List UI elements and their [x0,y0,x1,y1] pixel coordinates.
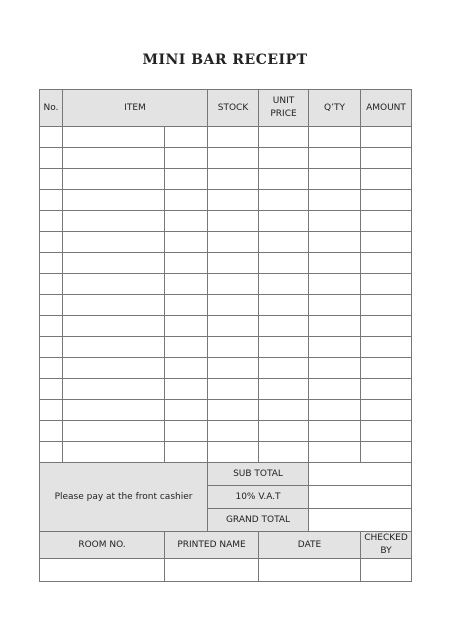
item-unit-price-cell[interactable] [259,442,309,463]
col-header-stock: STOCK [208,90,259,127]
item-name-cell[interactable] [63,337,165,358]
item-row [40,316,412,337]
item-row [40,442,412,463]
sub-total-value[interactable] [309,463,412,486]
item-stock-cell[interactable] [208,274,259,295]
item-qty-cell[interactable] [309,274,361,295]
item-name-cell[interactable] [63,295,165,316]
item-amount-cell[interactable] [361,400,412,421]
item-name-cell[interactable] [63,400,165,421]
item-unit-price-cell[interactable] [259,379,309,400]
item-name-cell[interactable] [63,316,165,337]
item-amount-cell[interactable] [361,148,412,169]
item-amount-cell[interactable] [361,337,412,358]
item-no-cell[interactable] [40,253,63,274]
item-unit-price-cell[interactable] [259,127,309,148]
item-name-cell[interactable] [63,127,165,148]
item-sub-cell[interactable] [165,337,208,358]
date-label: DATE [259,532,361,559]
item-sub-cell[interactable] [165,169,208,190]
item-no-cell[interactable] [40,379,63,400]
item-qty-cell[interactable] [309,295,361,316]
item-sub-cell[interactable] [165,274,208,295]
item-no-cell[interactable] [40,190,63,211]
item-qty-cell[interactable] [309,232,361,253]
item-stock-cell[interactable] [208,442,259,463]
item-no-cell[interactable] [40,358,63,379]
item-name-cell[interactable] [63,232,165,253]
header-row [40,90,412,127]
checked-by-label: CHECKED BY [361,532,412,559]
item-stock-cell[interactable] [208,148,259,169]
item-sub-cell[interactable] [165,148,208,169]
item-amount-cell[interactable] [361,190,412,211]
sub-total-row [40,463,412,486]
item-qty-cell[interactable] [309,358,361,379]
item-qty-cell[interactable] [309,148,361,169]
printed-name-label: PRINTED NAME [165,532,259,559]
item-stock-cell[interactable] [208,211,259,232]
item-sub-cell[interactable] [165,358,208,379]
item-stock-cell[interactable] [208,295,259,316]
item-stock-cell[interactable] [208,253,259,274]
item-amount-cell[interactable] [361,316,412,337]
signature-header-row [40,532,412,559]
item-amount-cell[interactable] [361,253,412,274]
item-sub-cell[interactable] [165,316,208,337]
item-qty-cell[interactable] [309,169,361,190]
item-qty-cell[interactable] [309,190,361,211]
item-row [40,190,412,211]
item-stock-cell[interactable] [208,379,259,400]
item-unit-price-cell[interactable] [259,295,309,316]
item-rows [40,127,412,463]
item-qty-cell[interactable] [309,442,361,463]
item-row [40,337,412,358]
item-no-cell[interactable] [40,337,63,358]
item-name-cell[interactable] [63,421,165,442]
item-amount-cell[interactable] [361,379,412,400]
item-unit-price-cell[interactable] [259,253,309,274]
receipt-table [39,89,412,582]
item-row [40,148,412,169]
item-sub-cell[interactable] [165,253,208,274]
item-no-cell[interactable] [40,232,63,253]
item-sub-cell[interactable] [165,190,208,211]
date-field[interactable] [259,559,361,582]
vat-value[interactable] [309,486,412,509]
item-no-cell[interactable] [40,421,63,442]
unit-price-label-line1: UNIT [272,96,295,106]
item-amount-cell[interactable] [361,274,412,295]
col-header-unit-price [259,90,309,127]
item-amount-cell[interactable] [361,358,412,379]
item-stock-cell[interactable] [208,421,259,442]
item-no-cell[interactable] [40,442,63,463]
item-name-cell[interactable] [63,253,165,274]
item-row [40,253,412,274]
receipt-title: MINI BAR RECEIPT [142,52,308,68]
item-stock-cell[interactable] [208,316,259,337]
item-amount-cell[interactable] [361,442,412,463]
item-unit-price-cell[interactable] [259,211,309,232]
item-amount-cell[interactable] [361,211,412,232]
item-unit-price-cell[interactable] [259,358,309,379]
item-unit-price-cell[interactable] [259,190,309,211]
item-amount-cell[interactable] [361,295,412,316]
item-qty-cell[interactable] [309,379,361,400]
col-header-no: No. [40,90,63,127]
item-sub-cell[interactable] [165,295,208,316]
room-no-field[interactable] [40,559,165,582]
item-qty-cell[interactable] [309,127,361,148]
item-qty-cell[interactable] [309,253,361,274]
payment-note: Please pay at the front cashier [40,463,208,532]
grand-total-value[interactable] [309,509,412,532]
item-no-cell[interactable] [40,211,63,232]
item-row [40,211,412,232]
col-header-qty: Q’TY [309,90,361,127]
item-name-cell[interactable] [63,190,165,211]
sub-total-label: SUB TOTAL [208,463,309,486]
item-amount-cell[interactable] [361,232,412,253]
checked-by-field[interactable] [361,559,412,582]
col-header-amount: AMOUNT [361,90,412,127]
item-qty-cell[interactable] [309,337,361,358]
item-stock-cell[interactable] [208,337,259,358]
item-no-cell[interactable] [40,127,63,148]
item-no-cell[interactable] [40,295,63,316]
signature-entry-row [40,559,412,582]
item-name-cell[interactable] [63,442,165,463]
item-stock-cell[interactable] [208,358,259,379]
item-row [40,274,412,295]
item-sub-cell[interactable] [165,232,208,253]
item-row [40,421,412,442]
item-sub-cell[interactable] [165,421,208,442]
item-sub-cell[interactable] [165,127,208,148]
item-row [40,295,412,316]
item-stock-cell[interactable] [208,190,259,211]
item-qty-cell[interactable] [309,211,361,232]
item-name-cell[interactable] [63,379,165,400]
item-sub-cell[interactable] [165,211,208,232]
grand-total-label: GRAND TOTAL [208,509,309,532]
room-no-label: ROOM NO. [40,532,165,559]
item-row [40,169,412,190]
item-unit-price-cell[interactable] [259,232,309,253]
item-no-cell[interactable] [40,316,63,337]
col-header-item: ITEM [63,90,208,127]
unit-price-label-line2: PRICE [270,109,297,119]
item-row [40,400,412,421]
item-stock-cell[interactable] [208,127,259,148]
printed-name-field[interactable] [165,559,259,582]
item-unit-price-cell[interactable] [259,169,309,190]
item-name-cell[interactable] [63,274,165,295]
item-amount-cell[interactable] [361,169,412,190]
item-row [40,379,412,400]
item-sub-cell[interactable] [165,400,208,421]
item-qty-cell[interactable] [309,316,361,337]
item-no-cell[interactable] [40,274,63,295]
item-sub-cell[interactable] [165,379,208,400]
item-no-cell[interactable] [40,169,63,190]
item-unit-price-cell[interactable] [259,274,309,295]
item-name-cell[interactable] [63,169,165,190]
item-name-cell[interactable] [63,358,165,379]
item-name-cell[interactable] [63,211,165,232]
item-qty-cell[interactable] [309,421,361,442]
vat-label: 10% V.A.T [208,486,309,509]
item-stock-cell[interactable] [208,169,259,190]
item-stock-cell[interactable] [208,232,259,253]
item-name-cell[interactable] [63,148,165,169]
item-unit-price-cell[interactable] [259,400,309,421]
item-no-cell[interactable] [40,148,63,169]
item-unit-price-cell[interactable] [259,421,309,442]
item-row [40,358,412,379]
item-amount-cell[interactable] [361,127,412,148]
item-row [40,232,412,253]
item-row [40,127,412,148]
item-unit-price-cell[interactable] [259,316,309,337]
item-sub-cell[interactable] [165,442,208,463]
item-no-cell[interactable] [40,400,63,421]
item-unit-price-cell[interactable] [259,148,309,169]
item-stock-cell[interactable] [208,400,259,421]
item-unit-price-cell[interactable] [259,337,309,358]
item-qty-cell[interactable] [309,400,361,421]
item-amount-cell[interactable] [361,421,412,442]
